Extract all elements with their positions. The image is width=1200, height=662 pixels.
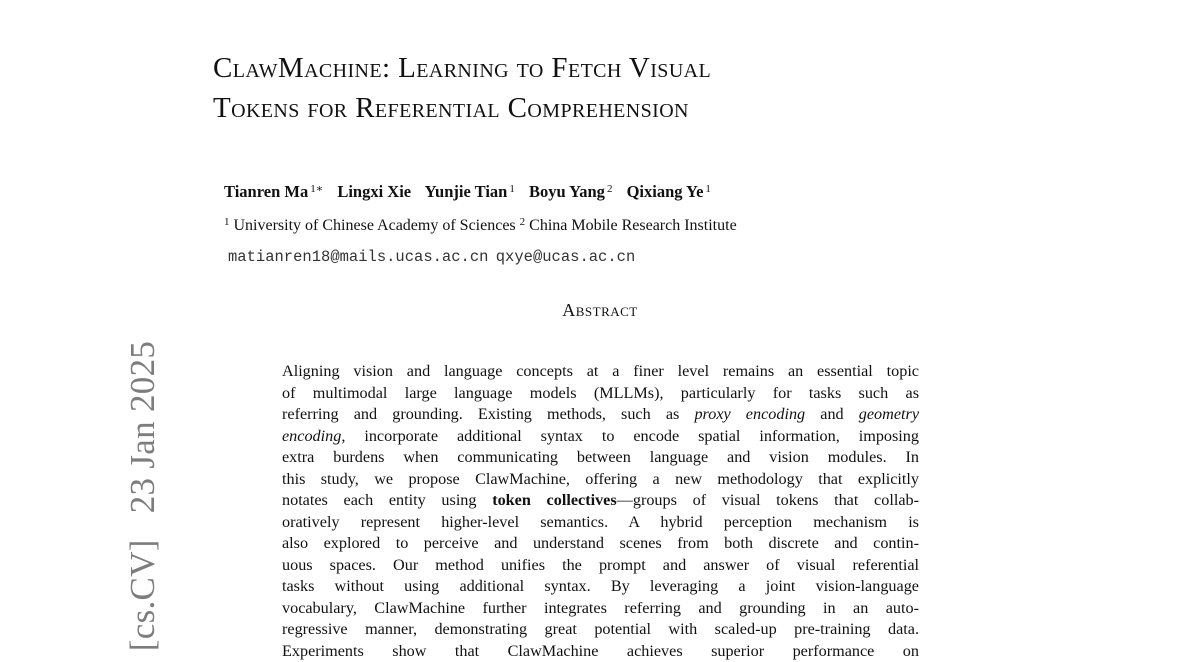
- abstract-body: [282, 361, 919, 662]
- abstract-line: oratively represent higher-level semantics. A hybrid perception mechanism is: [282, 512, 919, 534]
- abstract-line: tasks without using additional syntax. By leveraging a joint vision-language: [282, 576, 919, 598]
- abstract-line: notates each entity using token collectives—groups of visual tokens that collab-: [282, 490, 919, 512]
- author-emails: matianren18@mails.ucas.ac.cn qxye@ucas.ac.cn: [228, 248, 635, 266]
- author: Boyu Yang $^2$: [529, 182, 612, 201]
- abstract-line: of multimodal large language models (MLLMs), particularly for tasks such as: [282, 383, 919, 405]
- abstract-line: referring and grounding. Existing methods, such as proxy encoding and geometry: [282, 404, 919, 426]
- author-list: [224, 182, 721, 202]
- abstract-line: Experiments show that ClawMachine achieves superior performance on: [282, 641, 919, 662]
- arxiv-sidebar: [0, 0, 90, 648]
- paper-title: [213, 48, 711, 128]
- affiliation-2: China Mobile Research Institute: [529, 217, 737, 234]
- abstract-line: encoding, incorporate additional syntax to encode spatial information, imposing: [282, 426, 919, 448]
- arxiv-stamp: [123, 341, 163, 651]
- abstract-line: Aligning vision and language concepts at a finer level remains an essential topic: [282, 361, 919, 383]
- abstract-line: extra burdens when communicating between language and vision modules. In: [282, 447, 919, 469]
- abstract-line: uous spaces. Our method unifies the prompt and answer of visual referential: [282, 555, 919, 577]
- title-line-1: ClawMachine: Learning to Fetch Visual: [213, 48, 711, 88]
- affiliation-1: University of Chinese Academy of Sciences: [234, 217, 516, 234]
- author: Tianren Ma $^{1∗}$: [224, 182, 323, 201]
- abstract-line: this study, we propose ClawMachine, offering a new methodology that explicitly: [282, 469, 919, 491]
- author: Yunjie Tian $^1$: [425, 182, 515, 201]
- abstract-line: vocabulary, ClawMachine further integrates referring and grounding in an auto-: [282, 598, 919, 620]
- author: Qixiang Ye $^1$: [627, 182, 711, 201]
- arxiv-category: [cs.CV]: [123, 539, 163, 651]
- affiliations: $^1$ University of Chinese Academy of Sciences $^2$ China Mobile Research Institute: [224, 216, 737, 235]
- author: Lingxi Xie: [337, 182, 411, 201]
- title-line-2: Tokens for Referential Comprehension: [213, 88, 711, 128]
- arxiv-date: 23 Jan 2025: [123, 341, 163, 513]
- abstract-line: also explored to perceive and understand scenes from both discrete and contin-: [282, 533, 919, 555]
- abstract-heading: Abstract: [0, 300, 1200, 321]
- abstract-line: regressive manner, demonstrating great potential with scaled-up pre-training data.: [282, 619, 919, 641]
